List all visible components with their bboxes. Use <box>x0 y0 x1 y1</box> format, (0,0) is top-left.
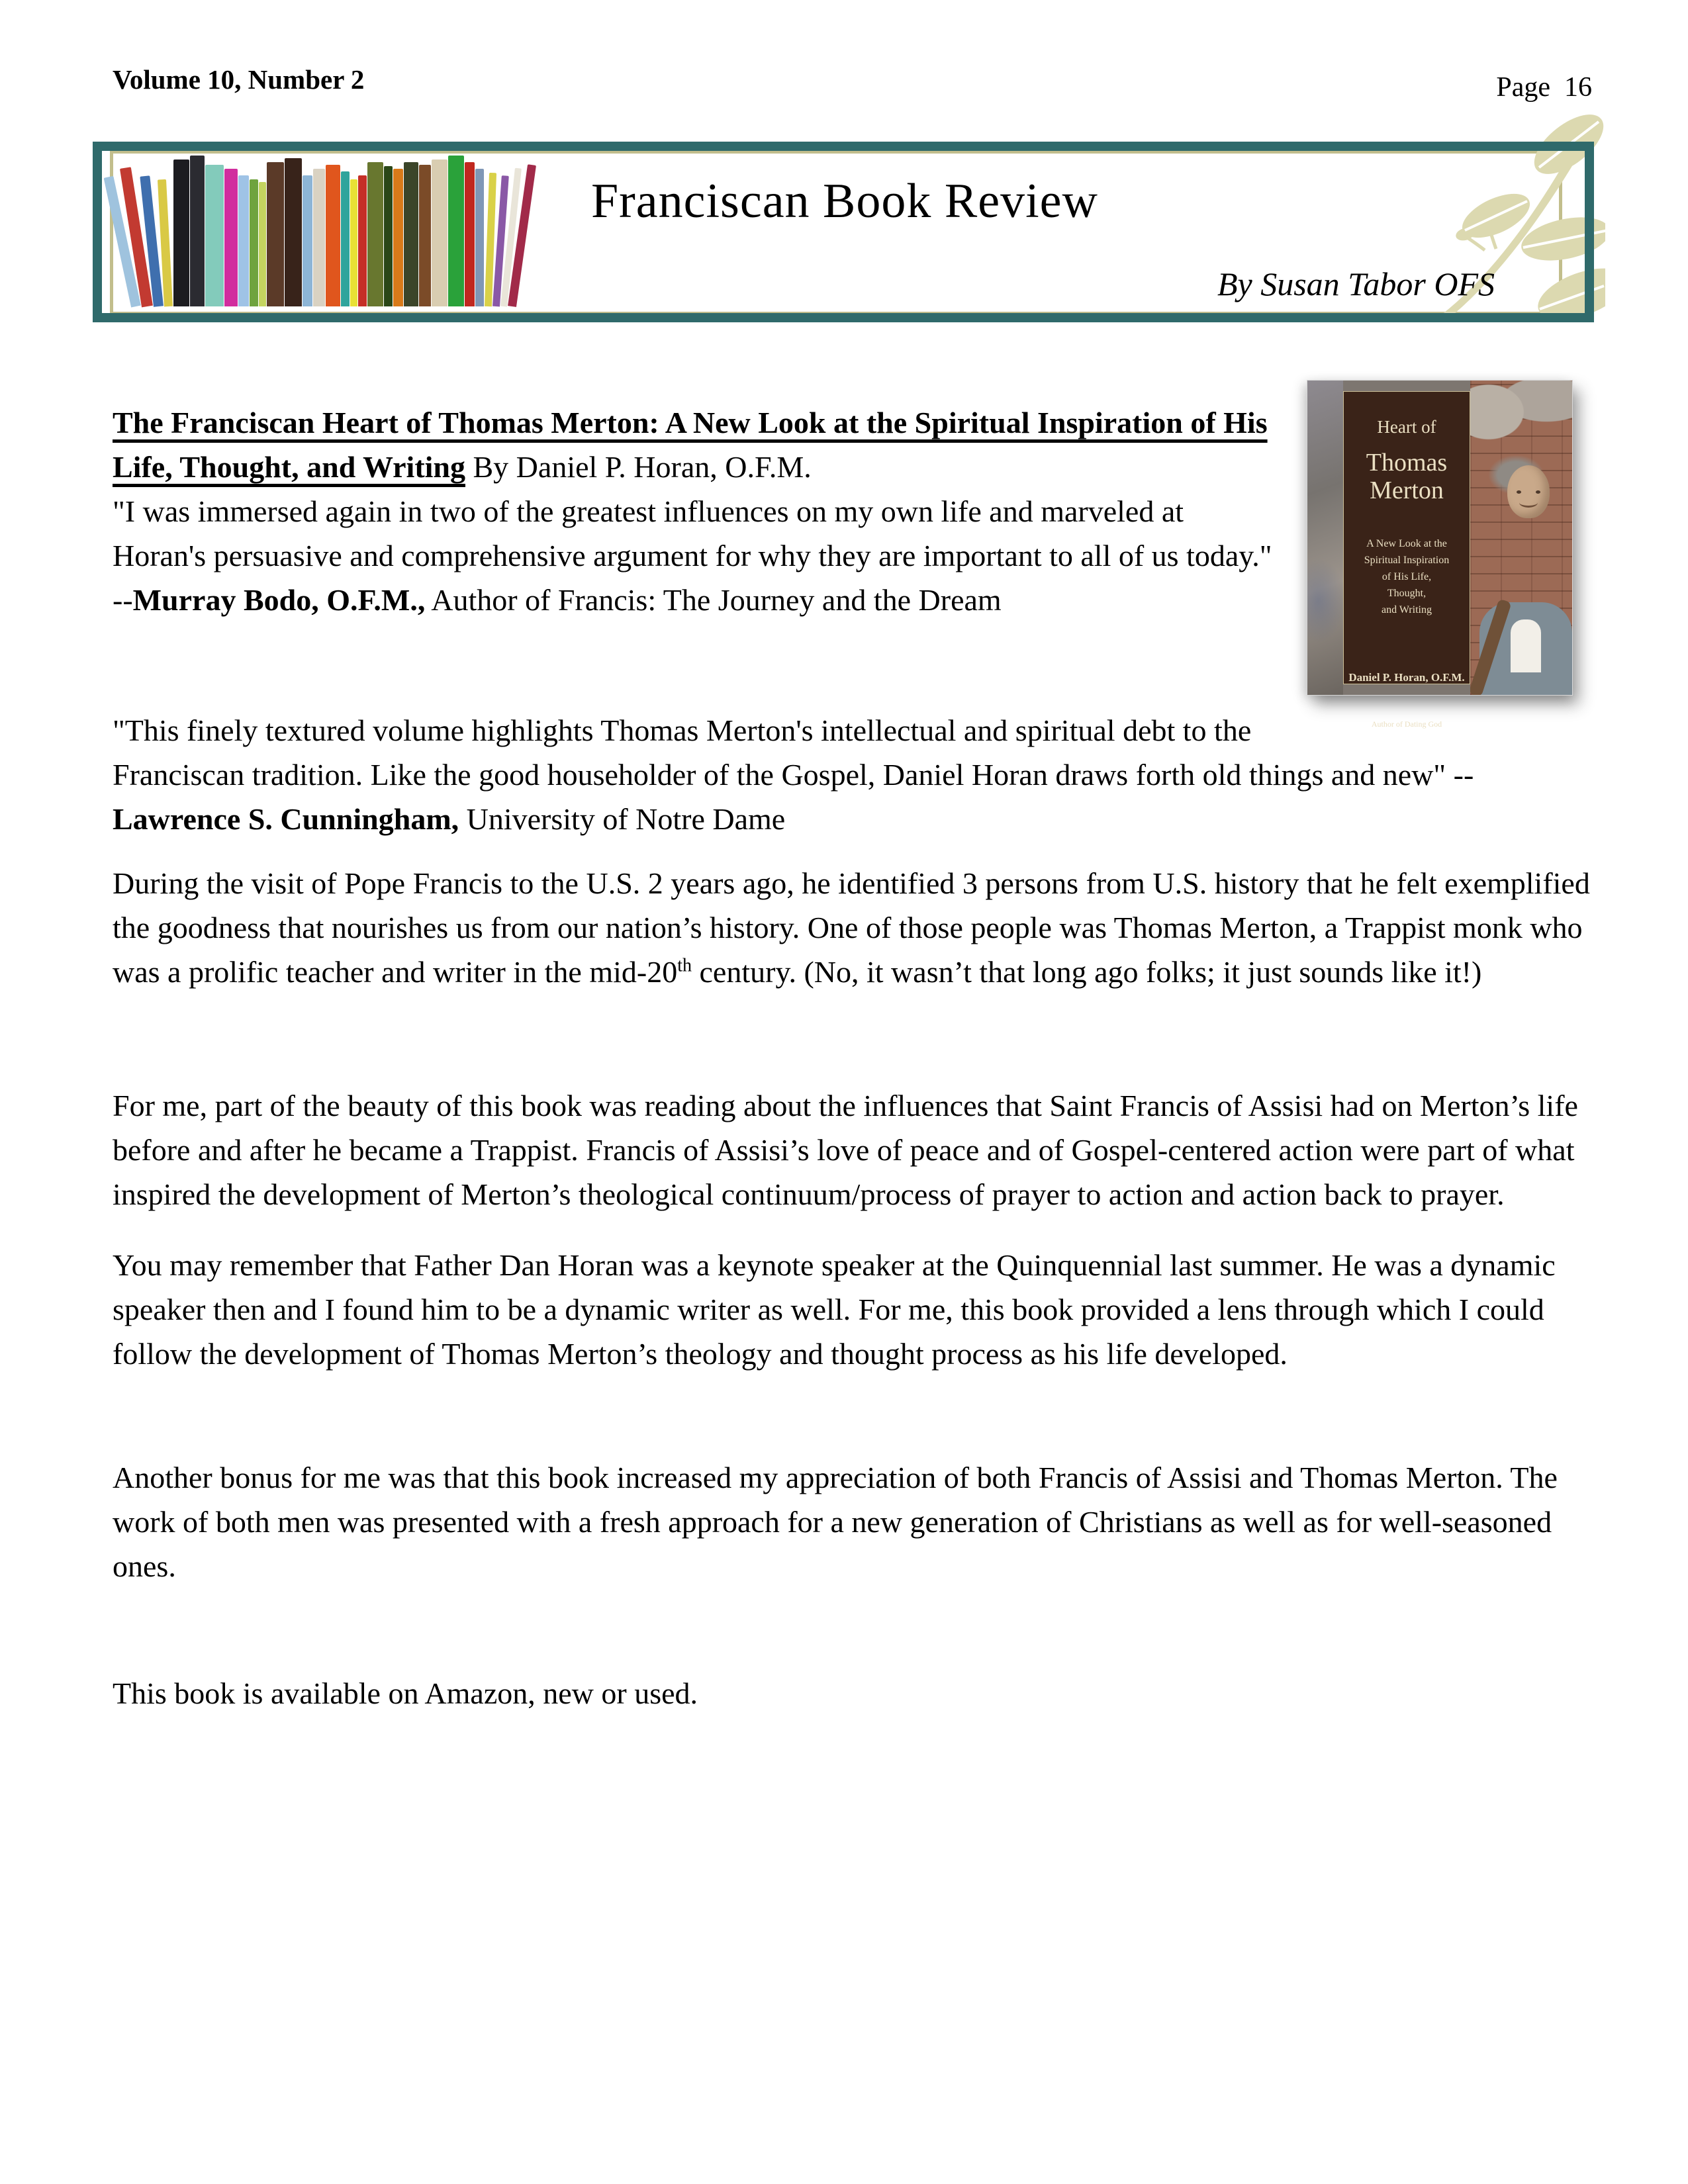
book-spine <box>173 159 189 306</box>
book-spine <box>205 165 224 306</box>
paragraph-beauty: For me, part of the beauty of this book was reading about the influences that Saint Francis of Assisi had on Merton’s life before and after he became a Trappist. Francis of Assisi’s love of peace and of Gospel-centered action were part of what inspired the development of Merton’s theological continuum/process of prayer to action and action back to prayer. <box>113 1089 1578 1211</box>
volume-label: Volume 10, Number 2 <box>113 64 365 95</box>
book-spine <box>326 165 340 306</box>
book-spine <box>259 182 266 306</box>
cover-author-note: Author of Dating God <box>1371 719 1442 729</box>
book-spine <box>475 169 484 306</box>
cover-author: Daniel P. Horan, O.F.M. <box>1348 671 1465 684</box>
book-spine <box>350 179 357 306</box>
cover-title-line3: Merton <box>1370 477 1444 504</box>
quote-author-cunningham: Lawrence S. Cunningham, <box>113 802 459 836</box>
paragraph-availability: This book is available on Amazon, new or used. <box>113 1676 698 1710</box>
cover-figure-shirt <box>1479 602 1572 695</box>
book-spine <box>404 162 418 306</box>
book-spine <box>341 171 350 306</box>
review-quote-bodo: "I was immersed again in two of the greatest influences on my own life and marveled at Horan's persuasive and comprehensive argument for why they are important to all of us today." --Murray Bodo, O.F.M., Author of Francis: The Journey and the Dream <box>113 494 1272 617</box>
quote-author-bodo: Murray Bodo, O.F.M., <box>132 583 426 617</box>
reviewed-book-author: By Daniel P. Horan, O.F.M. <box>465 450 812 484</box>
cover-title-line2: Thomas <box>1366 449 1448 477</box>
cover-figure-strap <box>1470 599 1512 695</box>
book-spine <box>190 156 205 306</box>
book-spine <box>393 169 403 306</box>
book-spine <box>313 169 325 306</box>
cover-photo-merton <box>1470 381 1572 695</box>
paragraph-quinquennial: You may remember that Father Dan Horan was a keynote speaker at the Quinquennial last summer. He was a dynamic speaker then and I found him to be a dynamic writer as well. For me, this book provided a lens through which I could follow the development of Thomas Merton’s theology and thought process as his life developed. <box>113 1248 1556 1371</box>
cover-figure-head <box>1507 465 1550 518</box>
page-number: Page 16 <box>1496 72 1592 103</box>
book-spine <box>465 162 475 306</box>
book-spine <box>432 159 447 306</box>
masthead <box>0 0 1688 103</box>
newsletter-byline: By Susan Tabor OFS <box>1217 265 1495 302</box>
paragraph-bonus: Another bonus for me was that this book increased my appreciation of both Francis of Assisi and Thomas Merton. The work of both men was presented with a fresh approach for a new generation of Christians as well as for well-seasoned ones. <box>113 1461 1558 1583</box>
bookshelf <box>131 148 528 306</box>
book-spine <box>358 175 367 306</box>
book-review-article <box>0 322 1688 1715</box>
newsletter-title: Franciscan Book Review <box>591 174 1098 228</box>
book-spine <box>224 169 238 306</box>
book-spine <box>267 162 284 306</box>
book-spine <box>384 166 393 306</box>
book-spine <box>303 175 312 306</box>
cover-figure-tshirt <box>1511 619 1541 672</box>
book-cover-title-panel <box>1343 391 1470 729</box>
review-quote-cunningham: "This finely textured volume highlights Thomas Merton's intellectual and spiritual debt to the Franciscan tradition. Like the good householder of the Gospel, Daniel Horan draws forth old things and new" -- Lawrence S. Cunningham, University of Notre Dame <box>113 713 1474 836</box>
book-spine <box>285 158 302 306</box>
book-spine <box>367 162 383 306</box>
ordinal-superscript: th <box>677 955 692 976</box>
cover-subtitle: A New Look at the Spiritual Inspiration of His Life, Thought, and Writing <box>1364 538 1450 615</box>
paragraph-pope-francis: During the visit of Pope Francis to the U.S. 2 years ago, he identified 3 persons from U.S. history that he felt exemplified the goodness that nourishes us from our nation’s history. One of those people was Thomas Merton, a Trappist monk who was a prolific teacher and writer in the mid-20th century. (No, it wasn’t that long ago folks; it just sounds like it!) <box>113 866 1590 989</box>
reviewed-book-title: The Franciscan Heart of Thomas Merton: A New Look at the Spiritual Inspiration of His Life, Thought, and Writing <box>113 406 1268 484</box>
book-cover-left-wall <box>1307 381 1343 695</box>
book-spine <box>419 165 431 306</box>
book-spine <box>250 179 258 306</box>
cover-title-line1: Heart of <box>1377 417 1436 437</box>
header-banner <box>93 142 1594 322</box>
book-cover-image <box>1307 381 1572 729</box>
book-spine <box>448 156 464 306</box>
book-spine <box>238 175 249 306</box>
